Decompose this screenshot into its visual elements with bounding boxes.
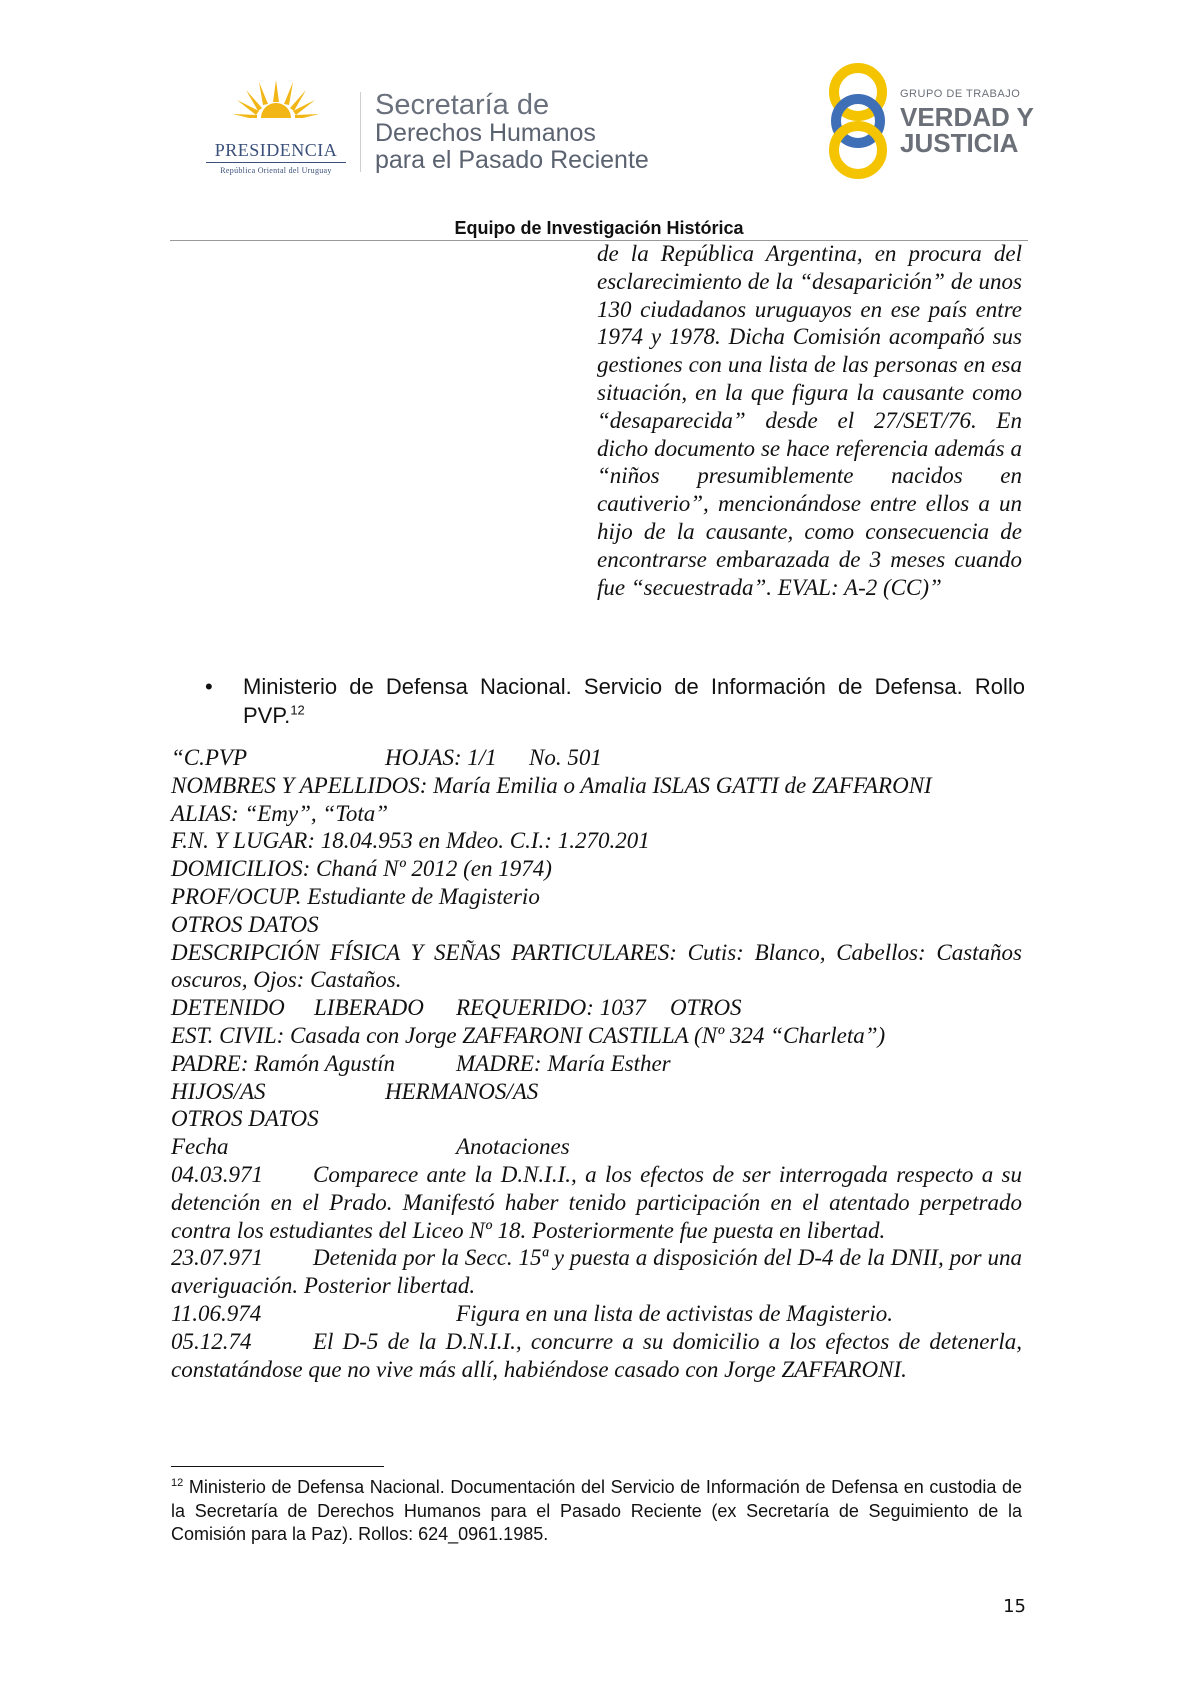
record-father: PADRE: Ramón Agustín	[171, 1050, 396, 1076]
gtvj-verdad: VERDAD Y	[900, 102, 1034, 132]
footnote-number: 12	[171, 1477, 184, 1489]
record-birth: F.N. Y LUGAR: 18.04.953 en Mdeo. C.I.: 1.270.201	[171, 828, 650, 854]
gtvj-small-text: GRUPO DE TRABAJO	[900, 88, 1021, 100]
record-address: DOMICILIOS: Chaná Nº 2012 (en 1974)	[171, 856, 552, 882]
quote-paragraph: de la República Argentina, en procura del esclarecimiento de la “desaparición” de unos 130 ciudadanos uruguayos en ese país entre 1974 y 1978. Dicha Comisión acompañó sus gestiones con una lista de las personas en esa situación, en la que figura la causante como “desaparecida” desde el 27/SET/76. En dicho documento se hace referencia además a “niños presumiblemente nacidos en cautiverio”, mencionándose entre ellos a un hijo de la causante, como consecuencia de encontrarse embarazada de 3 meses cuando fue “secuestrada”. EVAL: A-2 (CC)”	[597, 241, 1022, 600]
record-occupation: PROF/OCUP. Estudiante de Magisterio	[171, 883, 540, 909]
presidencia-word: PRESIDENCIA	[214, 140, 338, 160]
footnote-text: Ministerio de Defensa Nacional. Documentación del Servicio de Información de Defensa en custodia de la Secretaría de Derechos Humanos para el Pasado Reciente (ex Secretaría de Seguimiento de la Comisión para la Paz). Rollos: 624_0961.1985.	[171, 1477, 1022, 1544]
record-civil-status: EST. CIVIL: Casada con Jorge ZAFFARONI CASTILLA (Nº 324 “Charleta”)	[171, 1022, 886, 1048]
record-code: “C.PVP	[171, 745, 248, 770]
bullet-text-block	[243, 672, 1025, 730]
record-entry	[171, 1328, 1022, 1384]
entry-date: 04.03.971	[171, 1161, 263, 1187]
footnote	[171, 1476, 1022, 1547]
record-children-siblings	[171, 1078, 1022, 1106]
record-hojas: HOJAS: 1/1	[385, 745, 497, 770]
footnote-rule	[171, 1466, 384, 1467]
entry-text: Figura en una lista de activistas de Magisterio.	[456, 1300, 893, 1326]
record-liberado: LIBERADO	[314, 995, 424, 1021]
footnote-ref: 12	[290, 702, 305, 718]
record-names: NOMBRES Y APELLIDOS: María Emilia o Amalia ISLAS GATTI de ZAFFARONI	[171, 772, 932, 798]
page-number: 15	[1003, 1596, 1026, 1617]
record-detenido: DETENIDO	[171, 995, 285, 1021]
entry-date: 05.12.74	[171, 1328, 252, 1354]
secretaria-line-2: Derechos Humanos	[375, 119, 596, 147]
record-number: No. 501	[529, 745, 602, 770]
header-title: Equipo de Investigación Histórica	[454, 218, 744, 238]
entry-date: 23.07.971	[171, 1245, 263, 1271]
presidencia-subtitle: República Oriental del Uruguay	[220, 166, 332, 175]
record-card	[171, 744, 1022, 1383]
record-alias: ALIAS: “Emy”, “Tota”	[171, 800, 389, 826]
record-siblings: HERMANOS/AS	[385, 1078, 539, 1104]
bullet-symbol: •	[205, 674, 213, 699]
record-parents	[171, 1050, 1022, 1078]
record-entry	[171, 1300, 1022, 1328]
entry-text: El D-5 de la D.N.I.I., concurre a su domicilio a los efectos de detenerla, constatándose que no vive más allí, habiéndose casado con Jorge ZAFFARONI.	[171, 1328, 1022, 1382]
record-status-line	[171, 994, 1022, 1022]
record-entry	[171, 1244, 1022, 1300]
entry-text: Comparece ante la D.N.I.I., a los efectos de ser interrogada respecto a su detención en el Prado. Manifestó haber tenido participación en el atentado perpetrado contra los estudiantes del Liceo Nº 18. Posteriormente fue puesta en libertad.	[171, 1161, 1022, 1243]
record-description: DESCRIPCIÓN FÍSICA Y SEÑAS PARTICULARES: Cutis: Blanco, Cabellos: Castaños oscuros, Ojos: Castaños.	[171, 939, 1022, 993]
record-col-date: Fecha	[171, 1134, 229, 1160]
record-children: HIJOS/AS	[171, 1078, 266, 1104]
secretaria-line-1: Secretaría de	[375, 89, 550, 121]
header-divider	[360, 92, 361, 172]
record-header-line	[171, 744, 1022, 772]
record-requerido: REQUERIDO: 1037	[456, 995, 646, 1021]
presidencia-logo	[196, 78, 356, 178]
entry-date: 11.06.974	[171, 1300, 262, 1326]
record-entries-header	[171, 1133, 1022, 1161]
record-mother: MADRE: María Esther	[456, 1050, 671, 1076]
bullet-text: Ministerio de Defensa Nacional. Servicio de Información de Defensa. Rollo PVP.	[243, 674, 1025, 728]
presidencia-rule	[206, 162, 346, 163]
record-col-notes: Anotaciones	[456, 1134, 570, 1160]
record-other-data-2: OTROS DATOS	[171, 1106, 319, 1132]
quote-column	[597, 240, 1022, 601]
verdad-justicia-logo	[822, 58, 1032, 183]
interlocked-rings-icon	[822, 58, 898, 183]
secretaria-line-3: para el Pasado Reciente	[375, 146, 649, 174]
entry-text: Detenida por la Secc. 15ª y puesta a disposición del D-4 de la DNII, por una averiguación. Posterior libertad.	[171, 1245, 1022, 1299]
record-entry	[171, 1161, 1022, 1244]
record-otros: OTROS	[670, 995, 742, 1021]
secretaria-logotype	[375, 90, 649, 174]
gtvj-justicia: JUSTICIA	[900, 128, 1019, 158]
sun-icon	[231, 78, 321, 140]
record-other-data-1: OTROS DATOS	[171, 911, 319, 937]
